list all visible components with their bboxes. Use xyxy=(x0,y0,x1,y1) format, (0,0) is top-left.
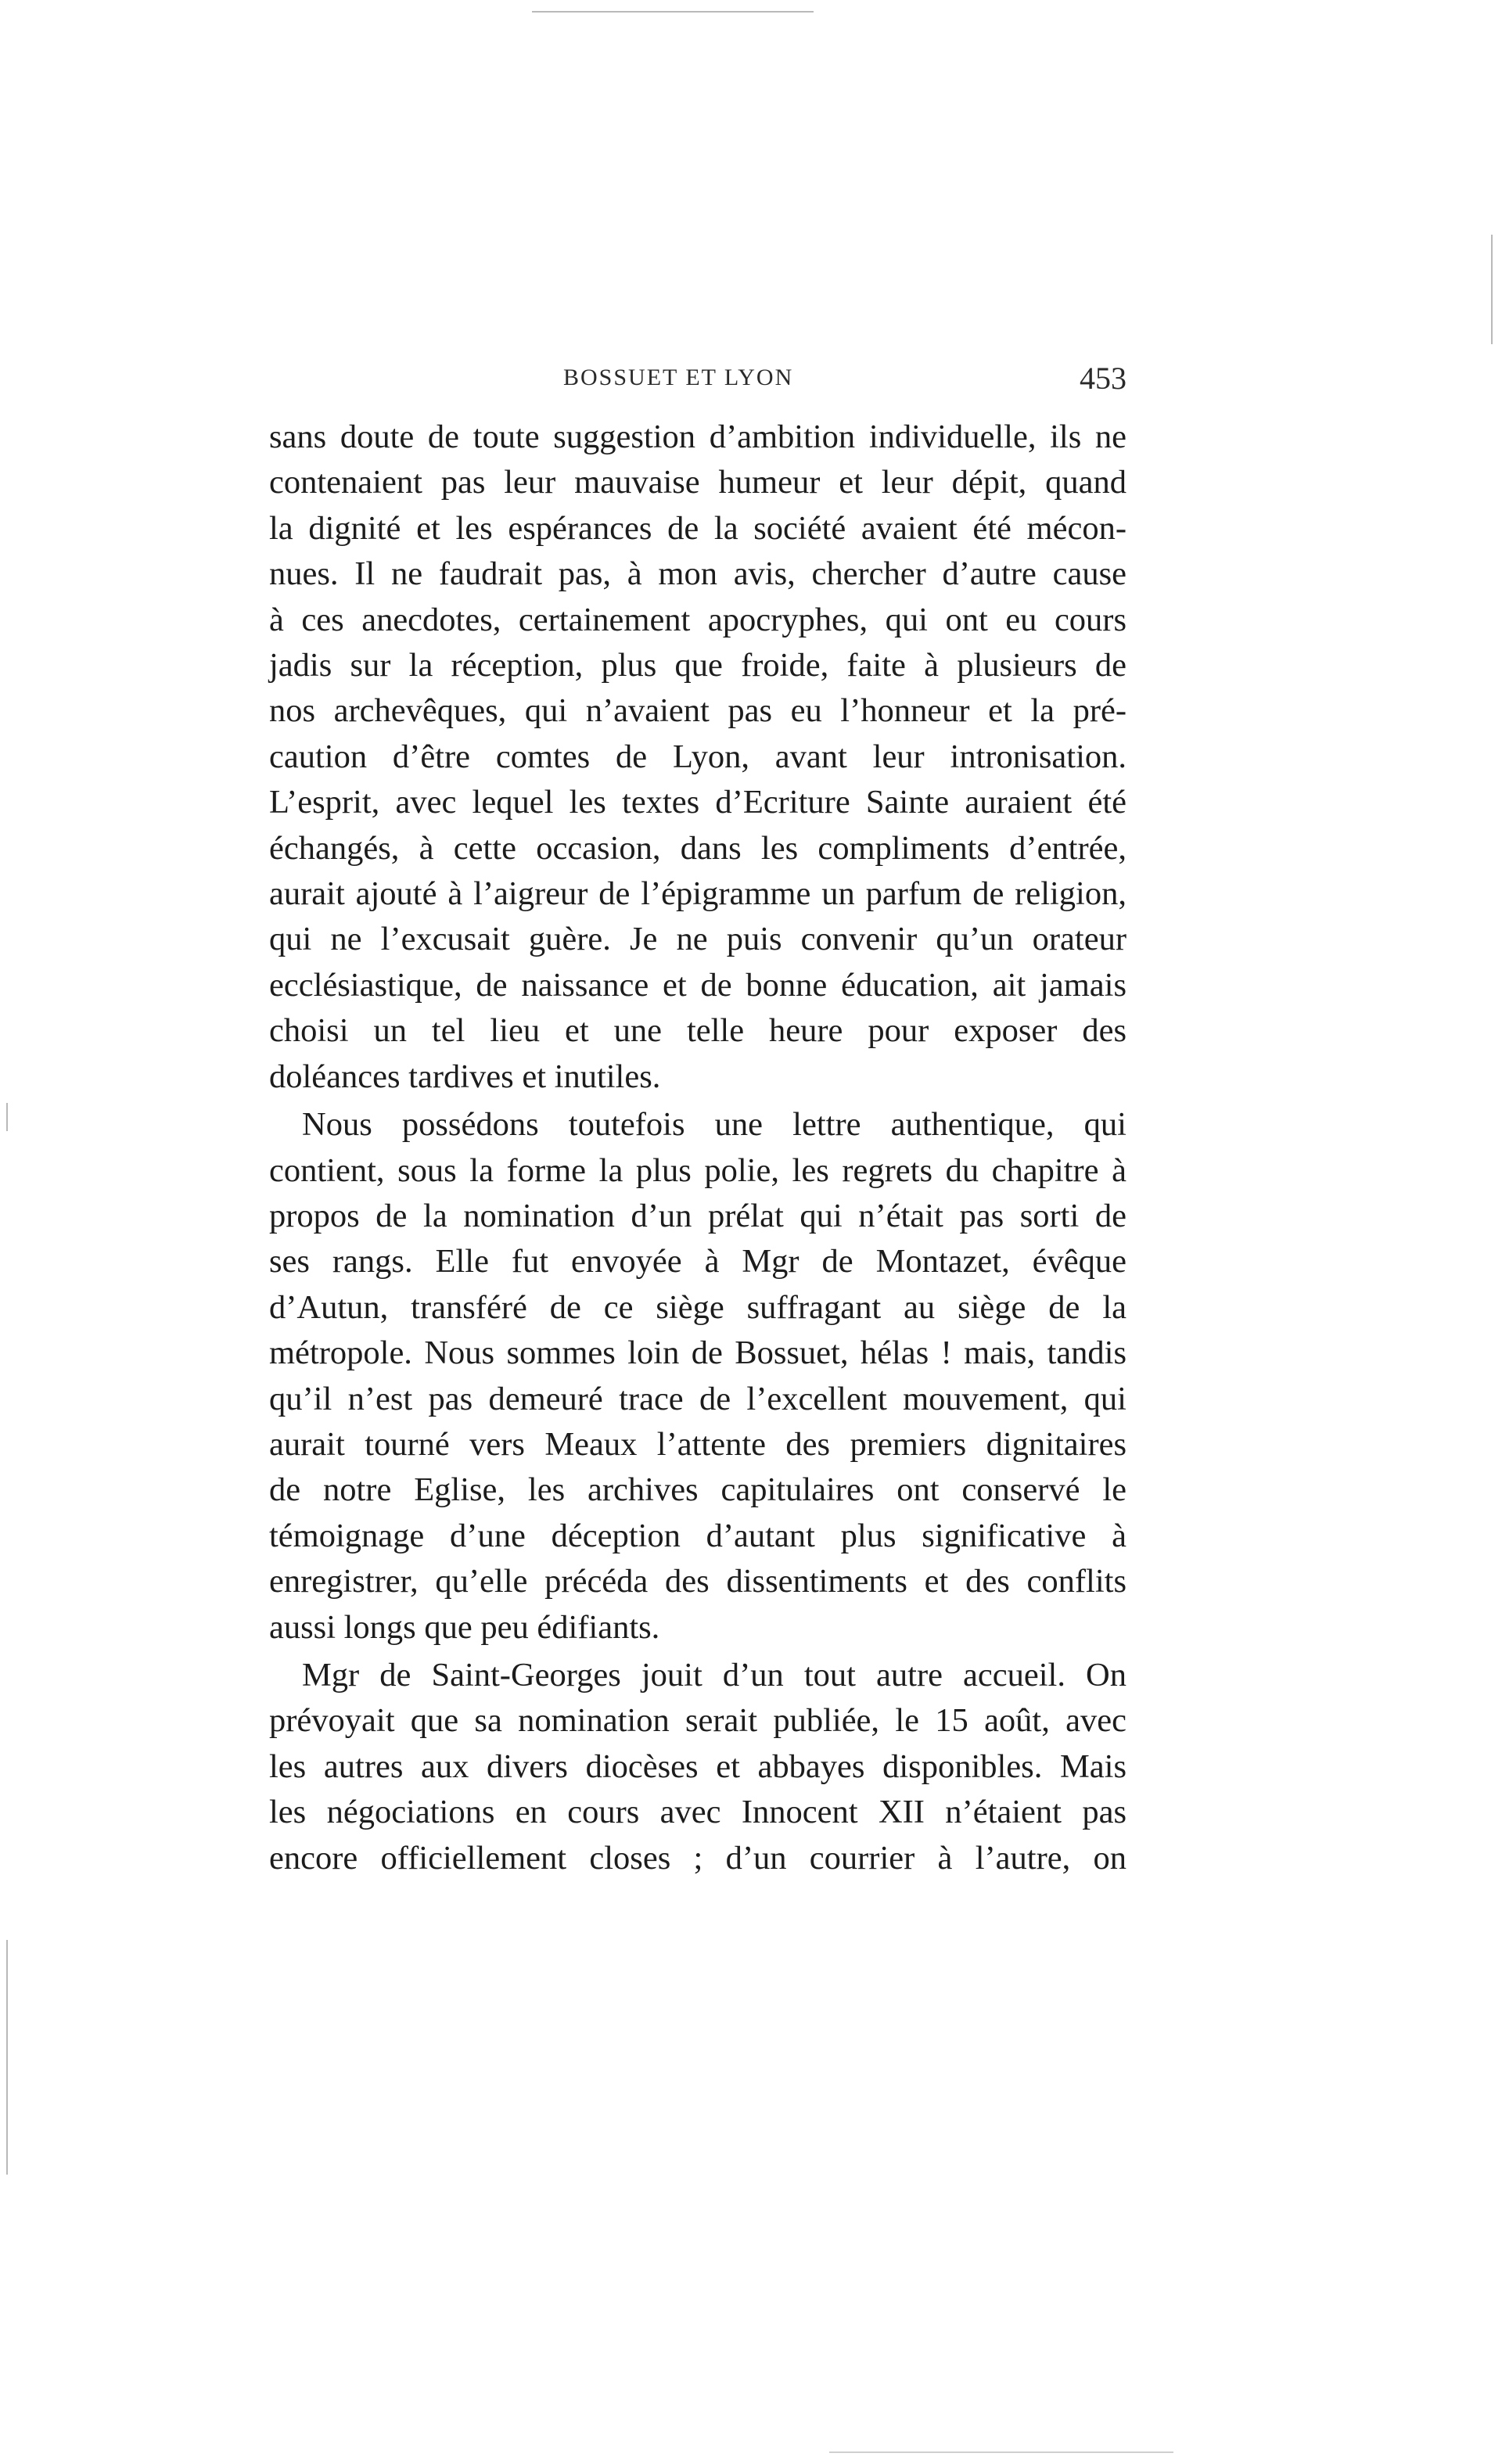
text-line: contenaient pas leur mauvaise humeur et leur dépit, quand xyxy=(269,464,1126,501)
text-line: aussi longs que peu édifiants. xyxy=(269,1608,660,1646)
text-line: ses rangs. Elle fut envoyée à Mgr de Montazet, évêque xyxy=(269,1243,1126,1280)
scan-edge-line-left-1 xyxy=(6,1103,8,1131)
page-header xyxy=(269,358,1126,405)
text-line: témoignage d’une déception d’autant plus significative à xyxy=(269,1517,1126,1554)
text-line: de notre Eglise, les archives capitulaires ont conservé le xyxy=(269,1471,1126,1509)
text-line: les négociations en cours avec Innocent XII n’étaient pas xyxy=(269,1794,1126,1831)
text-line: qui ne l’excusait guère. Je ne puis convenir qu’un orateur xyxy=(269,921,1126,958)
text-line: jadis sur la réception, plus que froide, faite à plusieurs de xyxy=(269,647,1126,684)
scan-edge-line-top xyxy=(532,11,814,13)
text-line: enregistrer, qu’elle précéda des dissentiments et des conflits xyxy=(269,1563,1126,1600)
text-line: caution d’être comtes de Lyon, avant leur intronisation. xyxy=(269,738,1126,775)
text-line: ecclésiastique, de naissance et de bonne éducation, ait jamais xyxy=(269,966,1126,1004)
page-number: 453 xyxy=(1080,361,1126,396)
text-line: Mgr de Saint-Georges jouit d’un tout autre accueil. On xyxy=(302,1656,1126,1694)
paragraph xyxy=(269,415,1126,1100)
text-line: aurait ajouté à l’aigreur de l’épigramme un parfum de religion, xyxy=(269,875,1126,913)
paragraph xyxy=(269,1653,1126,1881)
text-line: les autres aux divers diocèses et abbayes disponibles. Mais xyxy=(269,1747,1126,1785)
text-line: doléances tardives et inutiles. xyxy=(269,1058,661,1095)
paragraph xyxy=(269,1102,1126,1650)
text-line: nues. Il ne faudrait pas, à mon avis, chercher d’autre cause xyxy=(269,555,1126,593)
body-text xyxy=(269,415,1126,1884)
text-line: aurait tourné vers Meaux l’attente des premiers dignitaires xyxy=(269,1425,1126,1463)
scan-edge-line-left-2 xyxy=(6,1940,8,2175)
text-line: d’Autun, transféré de ce siège suffragant au siège de la xyxy=(269,1288,1126,1326)
text-line: encore officiellement closes ; d’un courrier à l’autre, on xyxy=(269,1839,1126,1877)
scan-edge-line-right-1 xyxy=(1491,235,1493,344)
text-line: prévoyait que sa nomination serait publiée, le 15 août, avec xyxy=(269,1702,1126,1740)
text-line: sans doute de toute suggestion d’ambition individuelle, ils ne xyxy=(269,418,1126,455)
text-line: propos de la nomination d’un prélat qui n’était pas sorti de xyxy=(269,1197,1126,1234)
text-line: nos archevêques, qui n’avaient pas eu l’honneur et la pré- xyxy=(269,692,1126,730)
text-line: contient, sous la forme la plus polie, les regrets du chapitre à xyxy=(269,1151,1126,1189)
text-line: choisi un tel lieu et une telle heure pour exposer des xyxy=(269,1012,1126,1050)
running-head: BOSSUET ET LYON xyxy=(563,365,794,390)
text-line: à ces anecdotes, certainement apocryphes, qui ont eu cours xyxy=(269,601,1126,638)
text-line: la dignité et les espérances de la société avaient été mécon- xyxy=(269,509,1126,547)
scan-edge-line-bottom xyxy=(829,2451,1173,2453)
text-line: Nous possédons toutefois une lettre authentique, qui xyxy=(302,1106,1126,1144)
text-line: métropole. Nous sommes loin de Bossuet, hélas ! mais, tandis xyxy=(269,1334,1126,1372)
text-line: L’esprit, avec lequel les textes d’Ecriture Sainte auraient été xyxy=(269,784,1126,821)
text-line: qu’il n’est pas demeuré trace de l’excellent mouvement, qui xyxy=(269,1380,1126,1417)
text-line: échangés, à cette occasion, dans les compliments d’entrée, xyxy=(269,829,1126,867)
